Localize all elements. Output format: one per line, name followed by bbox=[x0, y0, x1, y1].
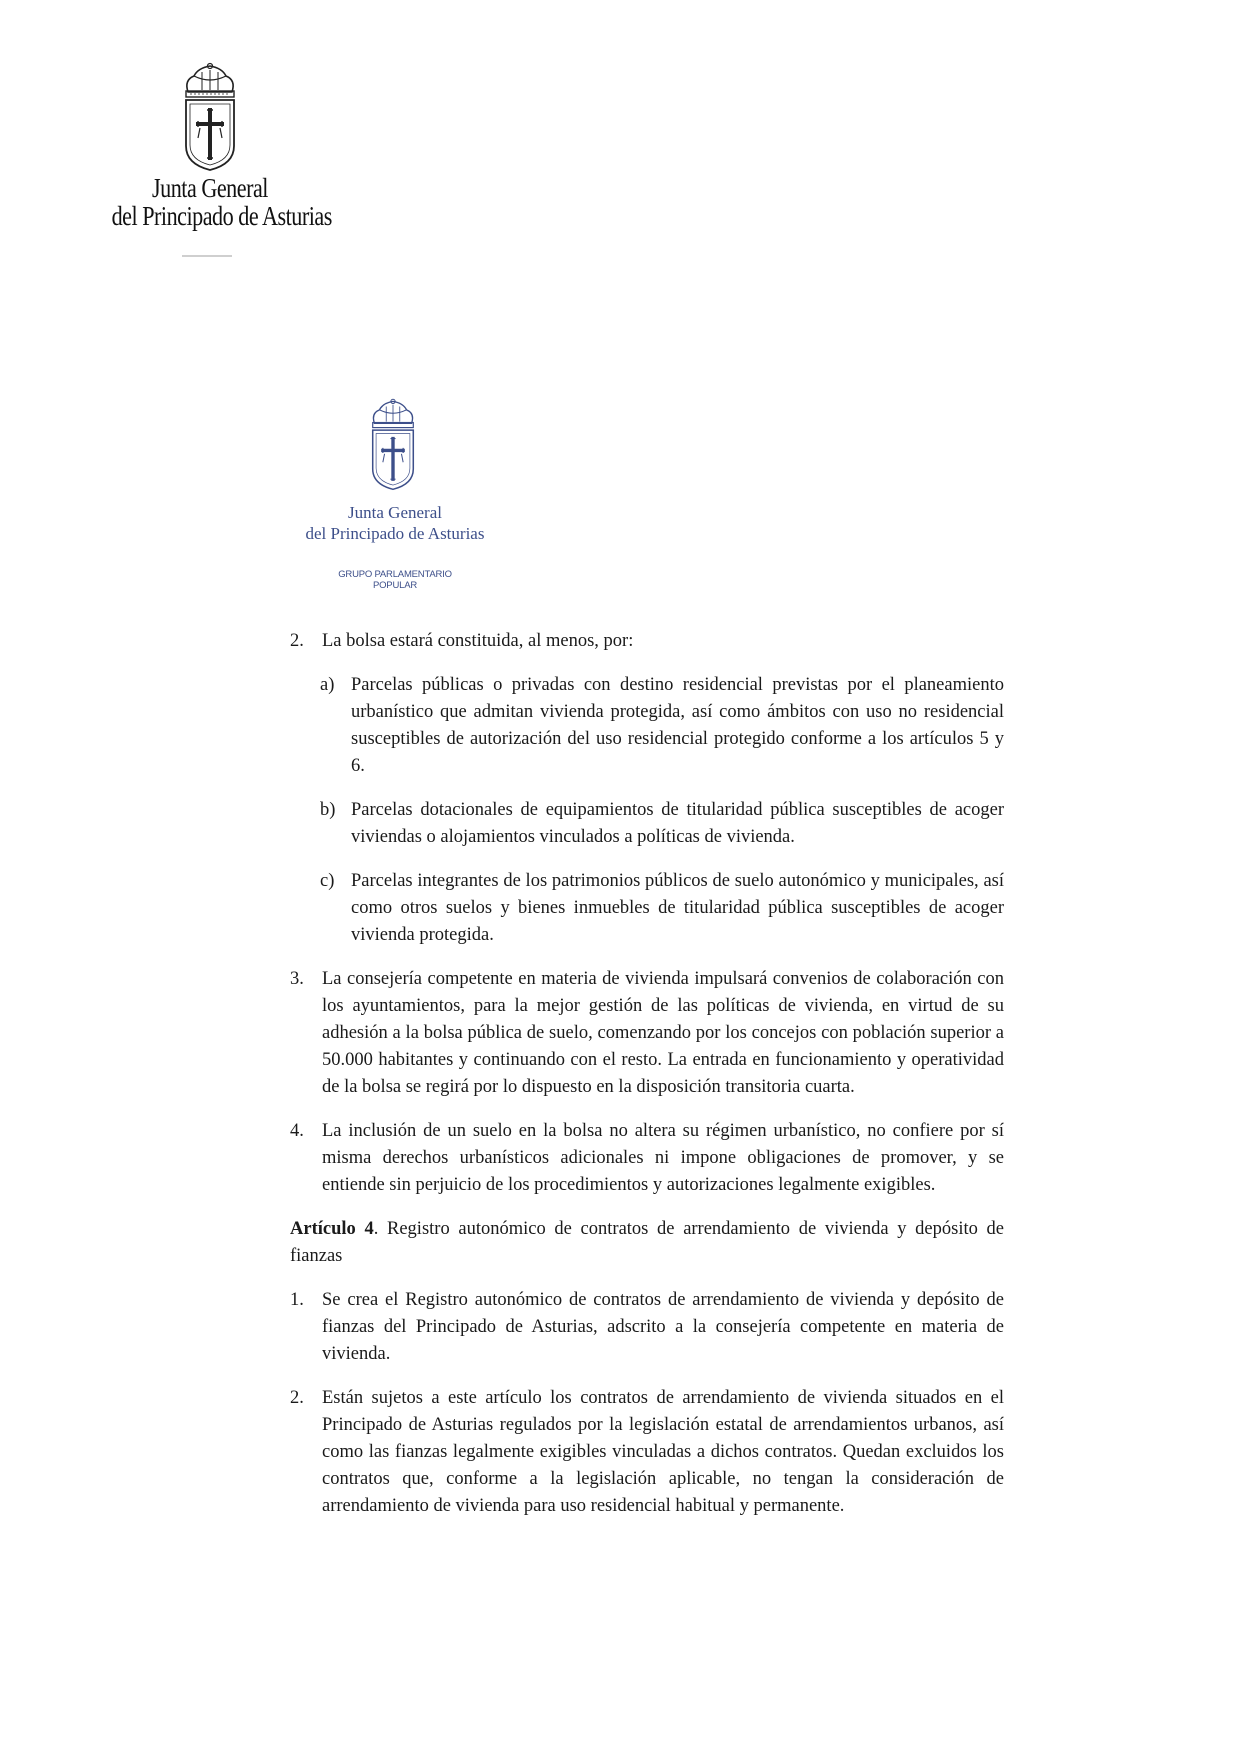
sub-item-letter: b) bbox=[320, 800, 336, 820]
sub-item-a bbox=[290, 672, 1004, 780]
sub-item-text: Parcelas públicas o privadas con destino residencial previstas por el planeamiento urbanístico que admitan vivienda protegida, así como ámbitos con uso no residencial susceptibles de autorización del uso residencial protegido conforme a los artículos 5 y 6. bbox=[351, 675, 1004, 776]
list-item-text: La inclusión de un suelo en la bolsa no altera su régimen urbanístico, no confiere por sí misma derechos urbanísticos adicionales ni impone obligaciones de promover, y se entiende sin perjuicio de los procedimientos y autorizaciones legalmente exigibles. bbox=[322, 1121, 1004, 1195]
list-item-text: La bolsa estará constituida, al menos, por: bbox=[322, 631, 634, 651]
sub-item-text: Parcelas dotacionales de equipamientos de titularidad pública susceptibles de acoger viviendas o alojamientos vinculados a políticas de vivienda. bbox=[351, 800, 1004, 847]
group-logo-group-name: GRUPO PARLAMENTARIO POPULAR bbox=[338, 569, 452, 591]
header-divider bbox=[182, 255, 232, 257]
sub-item-b bbox=[290, 797, 1004, 851]
sub-item-c bbox=[290, 868, 1004, 949]
list-item-3 bbox=[290, 966, 1004, 1101]
article-4-item-2 bbox=[290, 1385, 1004, 1520]
document-body bbox=[290, 628, 1004, 1520]
list-item-text: Se crea el Registro autonómico de contratos de arrendamiento de vivienda y depósito de fianzas del Principado de Asturias, adscrito a la consejería competente en materia de vivienda. bbox=[322, 1290, 1004, 1364]
list-number: 3. bbox=[290, 969, 304, 989]
article-title: . Registro autonómico de contratos de arrendamiento de vivienda y depósito de fianzas bbox=[290, 1219, 1005, 1266]
asturias-coat-of-arms-icon bbox=[176, 62, 244, 172]
list-item-4 bbox=[290, 1118, 1004, 1199]
institution-name: Junta General del Principado de Asturias bbox=[111, 173, 332, 231]
institution-header bbox=[90, 62, 330, 262]
article-label: Artículo 4 bbox=[290, 1219, 374, 1239]
list-item-text: La consejería competente en materia de vivienda impulsará convenios de colaboración con los ayuntamientos, para la mejor gestión de las políticas de vivienda, en virtud de su adhesión a la bolsa pública de suelo, comenzando por los concejos con población superior a 50.000 habitantes y continuando con el resto. La entrada en funcionamiento y operatividad de la bolsa se regirá por lo dispuesto en la disposición transitoria cuarta. bbox=[322, 969, 1004, 1097]
list-number: 2. bbox=[290, 1388, 304, 1408]
group-logo-institution-name: Junta General del Principado de Asturias bbox=[305, 503, 485, 543]
list-item-text: Están sujetos a este artículo los contratos de arrendamiento de vivienda situados en el Principado de Asturias regulados por la legislación estatal de arrendamientos urbanos, así como las fianzas legalmente exigibles vinculadas a dichos contratos. Quedan excluidos los contratos que, conforme a la legislación aplicable, no tengan la consideración de arrendamiento de vivienda para uso residencial habitual y permanente. bbox=[322, 1388, 1004, 1516]
sub-item-letter: c) bbox=[320, 871, 335, 891]
parliamentary-group-logo bbox=[290, 398, 500, 596]
list-item-2 bbox=[290, 628, 1004, 655]
list-number: 2. bbox=[290, 631, 304, 651]
sub-item-text: Parcelas integrantes de los patrimonios públicos de suelo autonómico y municipales, así como otros suelos y bienes inmuebles de titularidad pública susceptibles de acoger vivienda protegida. bbox=[351, 871, 1004, 945]
list-number: 1. bbox=[290, 1290, 304, 1310]
list-number: 4. bbox=[290, 1121, 304, 1141]
sub-item-letter: a) bbox=[320, 675, 335, 695]
article-4-item-1 bbox=[290, 1287, 1004, 1368]
article-4-heading bbox=[290, 1216, 1004, 1270]
asturias-coat-of-arms-icon bbox=[362, 398, 424, 491]
